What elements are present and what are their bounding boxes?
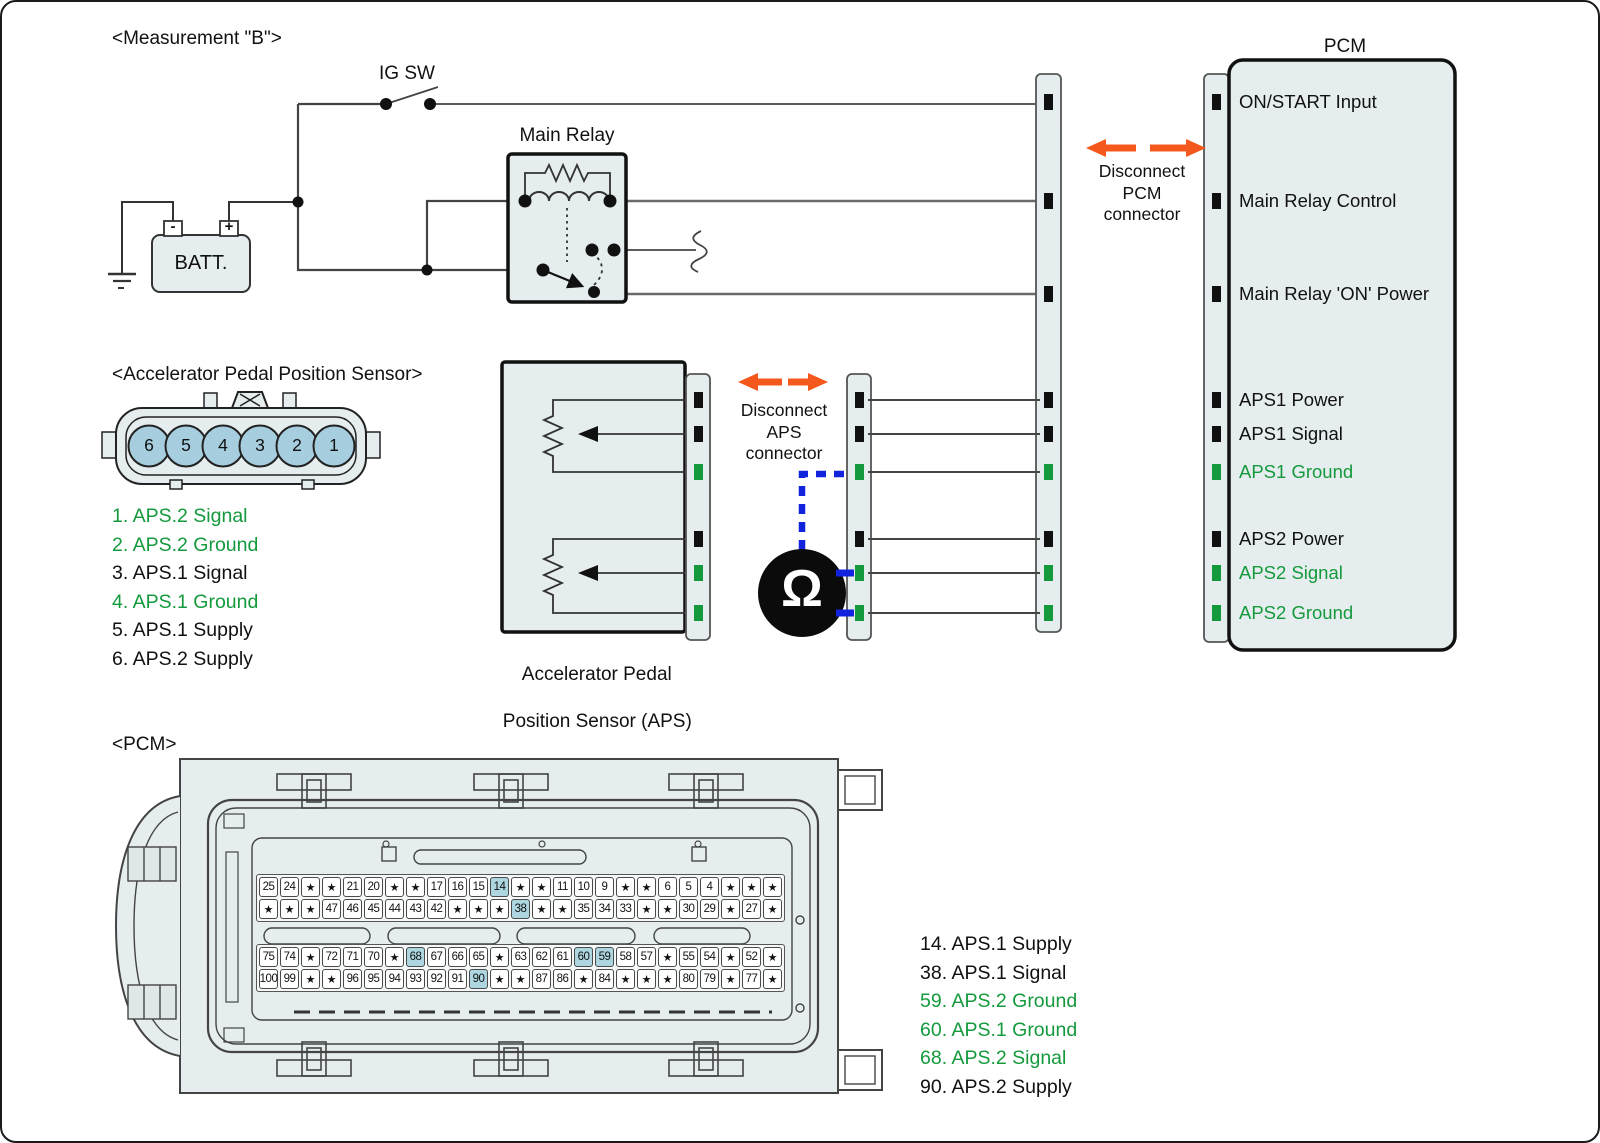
pcm-grid-pin-item: 38. APS.1 Signal (920, 961, 1067, 984)
connector-strips (686, 74, 1229, 642)
pin-cell-57: 57 (637, 947, 656, 967)
pin-cell-6: 6 (658, 877, 677, 897)
aps-connector-pin-number: 4 (218, 435, 228, 455)
pcm-grid-pin-item: 90. APS.2 Supply (920, 1076, 1072, 1098)
pin-cell-star: ★ (637, 969, 656, 989)
pcm-pin-label: APS1 Power (1239, 389, 1344, 410)
pin-cell-30: 30 (679, 899, 698, 919)
aps-pin-item: 5. APS.1 Supply (112, 619, 253, 641)
pcm-grid-pin-item: 14. APS.1 Supply (920, 933, 1072, 955)
aps-pin-item: 1. APS.2 Signal (112, 505, 248, 527)
pin-cell-54: 54 (700, 947, 719, 967)
battery-symbol (108, 202, 298, 292)
pin-cell-29: 29 (700, 899, 719, 919)
disconnect-aps-note (716, 400, 852, 465)
disconnect-aps-line3: connector (745, 443, 823, 463)
pin-cell-72: 72 (322, 947, 341, 967)
pin-cell-80: 80 (679, 969, 698, 989)
pin-cell-33: 33 (616, 899, 635, 919)
ohm-symbol: Ω (781, 560, 823, 618)
aps-box-caption (472, 639, 712, 733)
pcm-grid-pin-item: 60. APS.1 Ground (920, 1018, 1078, 1041)
pin-cell-75: 75 (259, 947, 278, 967)
pin-cell-4: 4 (700, 877, 719, 897)
disconnect-pcm-line3: connector (1103, 204, 1181, 224)
aps-caption-line1: Accelerator Pedal (521, 663, 672, 685)
pin-cell-35: 35 (574, 899, 593, 919)
pin-grid-row (259, 947, 782, 967)
pin-cell-star: ★ (469, 899, 488, 919)
pin-cell-90: 90 (469, 969, 488, 989)
pin-cell-91: 91 (448, 969, 467, 989)
pin-cell-47: 47 (322, 899, 341, 919)
pcm-section-title: <PCM> (112, 734, 177, 755)
pin-cell-84: 84 (595, 969, 614, 989)
power-wires (298, 87, 1044, 294)
pin-cell-74: 74 (280, 947, 299, 967)
aps-connector-pin-number: 1 (329, 435, 339, 455)
pcm-pin-block-bottom (256, 944, 785, 992)
pin-cell-66: 66 (448, 947, 467, 967)
aps-connector-pin-number: 3 (255, 435, 265, 455)
main-relay-label: Main Relay (519, 125, 615, 146)
disconnect-aps-line1: Disconnect (740, 400, 828, 420)
pin-cell-95: 95 (364, 969, 383, 989)
pcm-grid-pin-item: 68. APS.2 Signal (920, 1047, 1067, 1070)
pin-cell-60: 60 (574, 947, 593, 967)
pin-cell-63: 63 (511, 947, 530, 967)
pin-cell-star: ★ (301, 877, 320, 897)
pcm-pin-label: APS1 Ground (1239, 461, 1354, 482)
junction-dots (293, 98, 437, 276)
pin-cell-star: ★ (763, 947, 782, 967)
pin-cell-star: ★ (490, 899, 509, 919)
pin-cell-55: 55 (679, 947, 698, 967)
pin-cell-14: 14 (490, 877, 509, 897)
pcm-pin-label: APS2 Power (1239, 528, 1344, 549)
pin-cell-99: 99 (280, 969, 299, 989)
pin-grid-row (259, 877, 782, 897)
pin-cell-star: ★ (532, 899, 551, 919)
pin-cell-star: ★ (259, 899, 278, 919)
pin-cell-star: ★ (637, 899, 656, 919)
pin-cell-21: 21 (343, 877, 362, 897)
pin-cell-star: ★ (763, 969, 782, 989)
ig-sw-label: IG SW (379, 63, 435, 84)
pin-cell-38: 38 (511, 899, 530, 919)
main-relay-symbol (508, 154, 626, 302)
aps-pin-item: 3. APS.1 Signal (112, 562, 248, 584)
pin-cell-star: ★ (385, 947, 404, 967)
pcm-pin-block-top (256, 874, 785, 922)
pin-cell-star: ★ (616, 877, 635, 897)
aps-connector-pin-number: 2 (292, 435, 302, 455)
pin-cell-star: ★ (490, 969, 509, 989)
aps-pin-item: 2. APS.2 Ground (112, 533, 259, 556)
pin-cell-star: ★ (301, 899, 320, 919)
disconnect-aps-line2: APS (766, 421, 802, 442)
pin-cell-star: ★ (385, 877, 404, 897)
pin-cell-star: ★ (553, 899, 572, 919)
pin-cell-70: 70 (364, 947, 383, 967)
pin-cell-star: ★ (448, 899, 467, 919)
pin-cell-star: ★ (637, 877, 656, 897)
pin-cell-77: 77 (742, 969, 761, 989)
pin-cell-27: 27 (742, 899, 761, 919)
pin-cell-star: ★ (721, 969, 740, 989)
pin-cell-52: 52 (742, 947, 761, 967)
pin-cell-17: 17 (427, 877, 446, 897)
pin-cell-5: 5 (679, 877, 698, 897)
pin-cell-11: 11 (553, 877, 572, 897)
pin-grid-row (259, 899, 782, 919)
pin-cell-59: 59 (595, 947, 614, 967)
aps-connector-pin-number: 5 (181, 435, 191, 455)
pin-cell-71: 71 (343, 947, 362, 967)
pin-cell-star: ★ (490, 947, 509, 967)
aps-connector-pin-number: 6 (144, 435, 154, 455)
pin-cell-87: 87 (532, 969, 551, 989)
pin-cell-star: ★ (658, 899, 677, 919)
pin-cell-10: 10 (574, 877, 593, 897)
pin-cell-star: ★ (574, 969, 593, 989)
pin-cell-61: 61 (553, 947, 572, 967)
pin-cell-94: 94 (385, 969, 404, 989)
pin-cell-79: 79 (700, 969, 719, 989)
aps-caption-line2: Position Sensor (APS) (502, 710, 692, 732)
pin-cell-62: 62 (532, 947, 551, 967)
pcm-pin-label: Main Relay Control (1239, 190, 1397, 211)
pin-cell-45: 45 (364, 899, 383, 919)
pin-cell-93: 93 (406, 969, 425, 989)
pin-cell-67: 67 (427, 947, 446, 967)
measurement-title: <Measurement "B"> (112, 28, 282, 49)
pin-grid-row (259, 969, 782, 989)
pin-cell-star: ★ (280, 899, 299, 919)
pin-cell-46: 46 (343, 899, 362, 919)
battery-label: BATT. (174, 252, 228, 274)
pin-cell-star: ★ (763, 877, 782, 897)
pin-cell-20: 20 (364, 877, 383, 897)
battery-minus-terminal: - (170, 218, 176, 235)
pin-cell-star: ★ (763, 899, 782, 919)
pin-cell-star: ★ (301, 969, 320, 989)
disconnect-pcm-line1: Disconnect (1098, 161, 1186, 181)
pin-cell-star: ★ (721, 877, 740, 897)
battery-plus-terminal: + (224, 218, 234, 235)
pin-cell-24: 24 (280, 877, 299, 897)
disconnect-aps-arrows (738, 373, 828, 391)
pin-cell-100: 100 (259, 969, 278, 989)
pcm-grid-pin-item: 59. APS.2 Ground (920, 990, 1078, 1013)
pin-cell-25: 25 (259, 877, 278, 897)
pcm-connector-drawing (116, 759, 882, 1093)
pin-cell-star: ★ (511, 877, 530, 897)
aps-pin-item: 4. APS.1 Ground (112, 590, 259, 613)
pin-cell-34: 34 (595, 899, 614, 919)
pin-cell-92: 92 (427, 969, 446, 989)
pin-cell-star: ★ (406, 877, 425, 897)
pin-cell-star: ★ (742, 877, 761, 897)
pcm-title: PCM (1323, 36, 1367, 57)
pin-cell-9: 9 (595, 877, 614, 897)
pin-cell-star: ★ (322, 969, 341, 989)
pin-cell-65: 65 (469, 947, 488, 967)
pin-cell-44: 44 (385, 899, 404, 919)
pin-cell-58: 58 (616, 947, 635, 967)
pin-cell-star: ★ (721, 947, 740, 967)
pin-cell-68: 68 (406, 947, 425, 967)
pin-cell-star: ★ (658, 947, 677, 967)
pcm-pin-label: Main Relay 'ON' Power (1239, 283, 1430, 304)
disconnect-pcm-note (1074, 161, 1210, 226)
pin-cell-86: 86 (553, 969, 572, 989)
aps-box (502, 362, 696, 632)
pcm-pin-label: APS2 Ground (1239, 602, 1354, 623)
pin-cell-star: ★ (322, 877, 341, 897)
pin-cell-96: 96 (343, 969, 362, 989)
pin-cell-star: ★ (658, 969, 677, 989)
pin-cell-15: 15 (469, 877, 488, 897)
pin-cell-star: ★ (301, 947, 320, 967)
pin-cell-star: ★ (532, 877, 551, 897)
aps-pin-item: 6. APS.2 Supply (112, 647, 253, 670)
pin-cell-43: 43 (406, 899, 425, 919)
aps-section-title: <Accelerator Pedal Position Sensor> (112, 364, 423, 385)
pcm-pin-label: APS1 Signal (1239, 423, 1343, 444)
pin-cell-star: ★ (511, 969, 530, 989)
disconnect-pcm-line2: PCM (1122, 182, 1162, 203)
disconnect-pcm-arrows (1086, 139, 1206, 157)
pin-cell-star: ★ (721, 899, 740, 919)
pin-cell-42: 42 (427, 899, 446, 919)
pin-cell-16: 16 (448, 877, 467, 897)
harness-wires (868, 400, 1040, 613)
pcm-pin-label: ON/START Input (1239, 91, 1377, 112)
pcm-pin-label: APS2 Signal (1239, 562, 1343, 583)
pin-cell-star: ★ (616, 969, 635, 989)
